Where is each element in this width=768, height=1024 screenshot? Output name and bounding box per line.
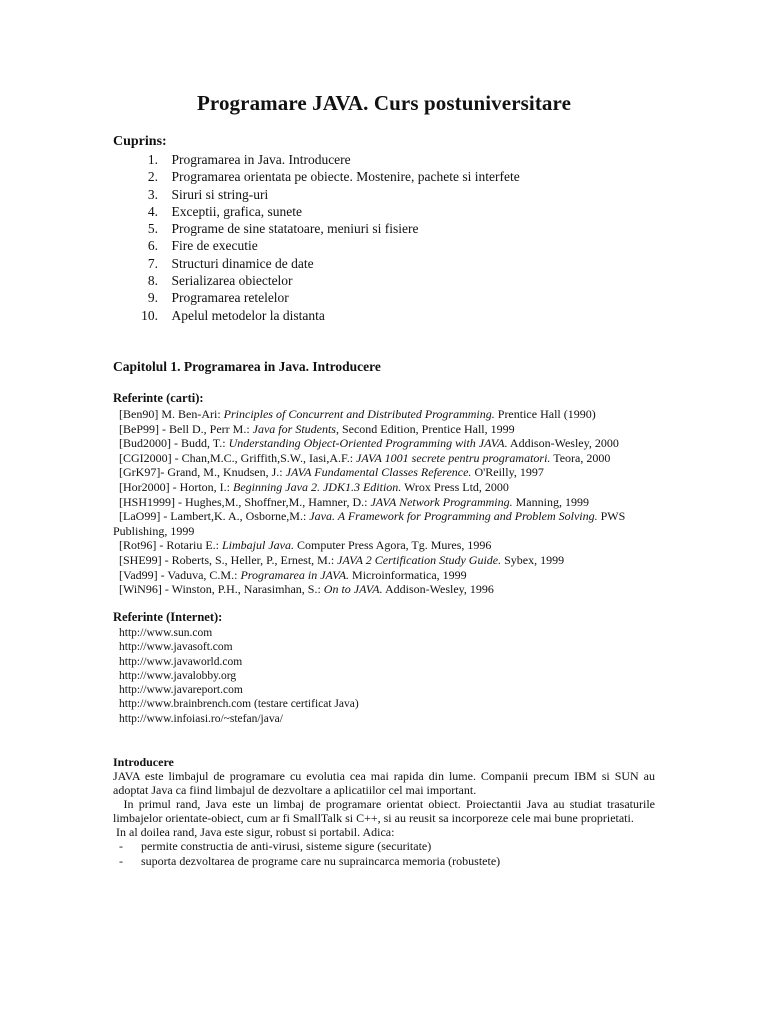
reference-publisher: Microinformatica, 1999	[349, 567, 467, 582]
reference-continuation: Publishing, 1999	[113, 523, 195, 538]
reference-publisher: Wrox Press Ltd, 2000	[401, 479, 509, 494]
introduction-body	[113, 769, 655, 868]
introduction-heading: Introducere	[113, 755, 174, 769]
reference-publisher: Prentice Hall (1990)	[494, 407, 596, 421]
reference-authors: [WiN96] - Winston, P.H., Narasimhan, S.:	[119, 582, 324, 597]
book-references-heading: Referinte (carti):	[113, 391, 204, 405]
internet-reference-link[interactable]: http://www.javareport.com	[119, 684, 243, 697]
book-references-list	[113, 407, 673, 597]
reference-authors: [BeP99] - Bell D., Perr M.:	[119, 421, 253, 436]
contents-list	[113, 151, 520, 324]
reference-title: JAVA 2 Certification Study Guide.	[337, 552, 502, 567]
contents-item	[113, 203, 520, 220]
chapter-title: Capitolul 1. Programarea in Java. Introducere	[113, 359, 381, 374]
contents-item-number: 9.	[147, 290, 158, 306]
reference-title: JAVA Network Programming.	[370, 494, 513, 509]
contents-item	[113, 289, 520, 306]
contents-item-text: Programarea in Java. Introducere	[171, 152, 351, 167]
reference-title: Programarea in JAVA.	[240, 567, 350, 582]
reference-title: Beginning Java 2. JDK1.3 Edition.	[232, 479, 402, 494]
reference-title: Java for Students	[252, 421, 336, 436]
reference-title: Understanding Object-Oriented Programming with JAVA.	[228, 436, 508, 451]
book-reference	[113, 509, 673, 538]
reference-publisher: Addison-Wesley, 2000	[507, 436, 619, 451]
internet-reference-link[interactable]: http://www.javaworld.com	[119, 655, 243, 668]
book-reference	[113, 451, 673, 466]
reference-authors: [CGI2000] - Chan,M.C., Griffith,S.W., Iasi,A.F.:	[119, 450, 357, 465]
bullet-dash: -	[119, 839, 123, 854]
document-title: Programare JAVA. Curs postuniversitare	[196, 91, 571, 115]
contents-item	[113, 307, 520, 324]
introduction-paragraph: JAVA este limbajul de programare cu evolutia cea mai rapida din lume. Companii precum IBM si SUN au adoptat Java ca fiind limbajul de dezvoltare a aplicatiilor cel mai important.	[113, 769, 655, 798]
introduction-paragraph	[113, 825, 655, 839]
introduction-bullet	[113, 854, 655, 868]
introduction-bullet	[113, 839, 655, 853]
contents-item-number: 8.	[147, 273, 158, 289]
reference-authors: [HSH1999] - Hughes,M., Shoffner,M., Hamner, D.:	[119, 494, 371, 509]
book-reference	[113, 465, 673, 480]
reference-title: Principles of Concurrent and Distributed Programming.	[223, 407, 495, 421]
contents-item-text: Programarea retelelor	[171, 290, 289, 306]
reference-authors: [SHE99] - Roberts, S., Heller, P., Ernest, M.:	[119, 552, 338, 567]
reference-publisher: O'Reilly, 1997	[471, 465, 544, 480]
contents-item-text: Fire de executie	[171, 238, 258, 254]
contents-item-text: Structuri dinamice de date	[171, 255, 314, 271]
reference-authors: [Hor2000] - Horton, I.:	[119, 479, 233, 494]
reference-title: On to JAVA.	[323, 582, 383, 597]
contents-item-number: 1.	[147, 152, 158, 167]
reference-title: Limbajul Java.	[221, 538, 294, 553]
introduction-bullet-list	[113, 839, 655, 867]
contents-item-number: 5.	[147, 221, 158, 237]
book-reference	[113, 407, 673, 422]
reference-publisher: , Second Edition, Prentice Hall, 1999	[335, 421, 515, 436]
contents-item-number: 2.	[147, 169, 158, 185]
book-reference	[113, 436, 673, 451]
bullet-text: permite constructia de anti-virusi, sisteme sigure (securitate)	[141, 839, 432, 854]
book-reference	[113, 553, 673, 568]
book-reference	[113, 538, 673, 553]
contents-item-text: Siruri si string-uri	[171, 186, 269, 202]
contents-item-number: 10.	[141, 307, 158, 323]
reference-publisher: Sybex, 1999	[501, 552, 565, 567]
book-reference	[113, 422, 673, 437]
contents-item	[113, 151, 520, 168]
contents-item	[113, 272, 520, 289]
contents-item-number: 3.	[147, 186, 158, 202]
contents-item	[113, 220, 520, 237]
reference-authors: [LaO99] - Lambert,K. A., Osborne,M.:	[119, 509, 310, 524]
reference-authors: [Rot96] - Rotariu E.:	[119, 538, 222, 553]
book-reference	[113, 582, 673, 597]
reference-publisher: Addison-Wesley, 1996	[382, 582, 494, 597]
reference-authors: [Bud2000] - Budd, T.:	[119, 436, 229, 451]
introduction-paragraph	[113, 797, 655, 825]
book-reference	[113, 495, 673, 510]
internet-references-heading: Referinte (Internet):	[113, 610, 223, 624]
reference-title: Java. A Framework for Programming and Problem Solving.	[309, 509, 598, 524]
reference-authors: [Vad99] - Vaduva, C.M.:	[119, 567, 241, 582]
introduction-paragraph-text: In al doilea rand, Java este sigur, robust si portabil. Adica:	[116, 825, 395, 840]
internet-reference-link[interactable]: http://www.infoiasi.ro/~stefan/java/	[119, 712, 283, 725]
contents-item-text: Programarea orientata pe obiecte. Mostenire, pachete si interfete	[171, 169, 520, 185]
reference-authors: [GrK97]- Grand, M., Knudsen, J.:	[119, 465, 286, 480]
bullet-dash: -	[119, 853, 123, 868]
reference-publisher: Manning, 1999	[512, 494, 589, 509]
reference-title: JAVA Fundamental Classes Reference.	[285, 465, 472, 480]
reference-publisher: Teora, 2000	[550, 450, 611, 465]
reference-publisher: Computer Press Agora, Tg. Mures, 1996	[293, 538, 492, 553]
reference-title: JAVA 1001 secrete pentru programatori.	[356, 450, 551, 465]
contents-item-number: 7.	[147, 255, 158, 271]
internet-reference-link[interactable]: http://www.brainbrench.com (testare certificat Java)	[119, 698, 359, 711]
contents-heading: Cuprins:	[113, 134, 167, 149]
contents-item-number: 6.	[147, 238, 158, 254]
reference-publisher: PWS	[597, 509, 626, 524]
internet-references-list	[119, 626, 359, 726]
contents-item-number: 4.	[147, 203, 158, 219]
contents-item-text: Apelul metodelor la distanta	[171, 307, 325, 323]
book-reference	[113, 480, 673, 495]
book-reference	[113, 568, 673, 583]
internet-reference-link[interactable]: http://www.sun.com	[119, 627, 213, 639]
contents-item	[113, 255, 520, 272]
internet-reference-link[interactable]: http://www.javalobby.org	[119, 669, 237, 682]
contents-item	[113, 186, 520, 203]
contents-item-text: Exceptii, grafica, sunete	[171, 203, 302, 219]
reference-authors: [Ben90] M. Ben-Ari:	[119, 407, 224, 421]
internet-reference-link[interactable]: http://www.javasoft.com	[119, 641, 233, 654]
contents-item-text: Serializarea obiectelor	[171, 273, 293, 289]
bullet-text: suporta dezvoltarea de programe care nu supraincarca memoria (robustete)	[141, 853, 501, 868]
contents-item	[113, 237, 520, 254]
introduction-paragraph-text: In primul rand, Java este un limbaj de programare orientat obiect. Proiectantii Java au studiat trasaturile limbajelor orientate-obiect, cum ar fi SmallTalk si C++, si au reusit sa incorporeze cele mai bune proprietati.	[113, 797, 655, 826]
contents-item-text: Programe de sine statatoare, meniuri si fisiere	[171, 221, 419, 237]
contents-item	[113, 168, 520, 185]
